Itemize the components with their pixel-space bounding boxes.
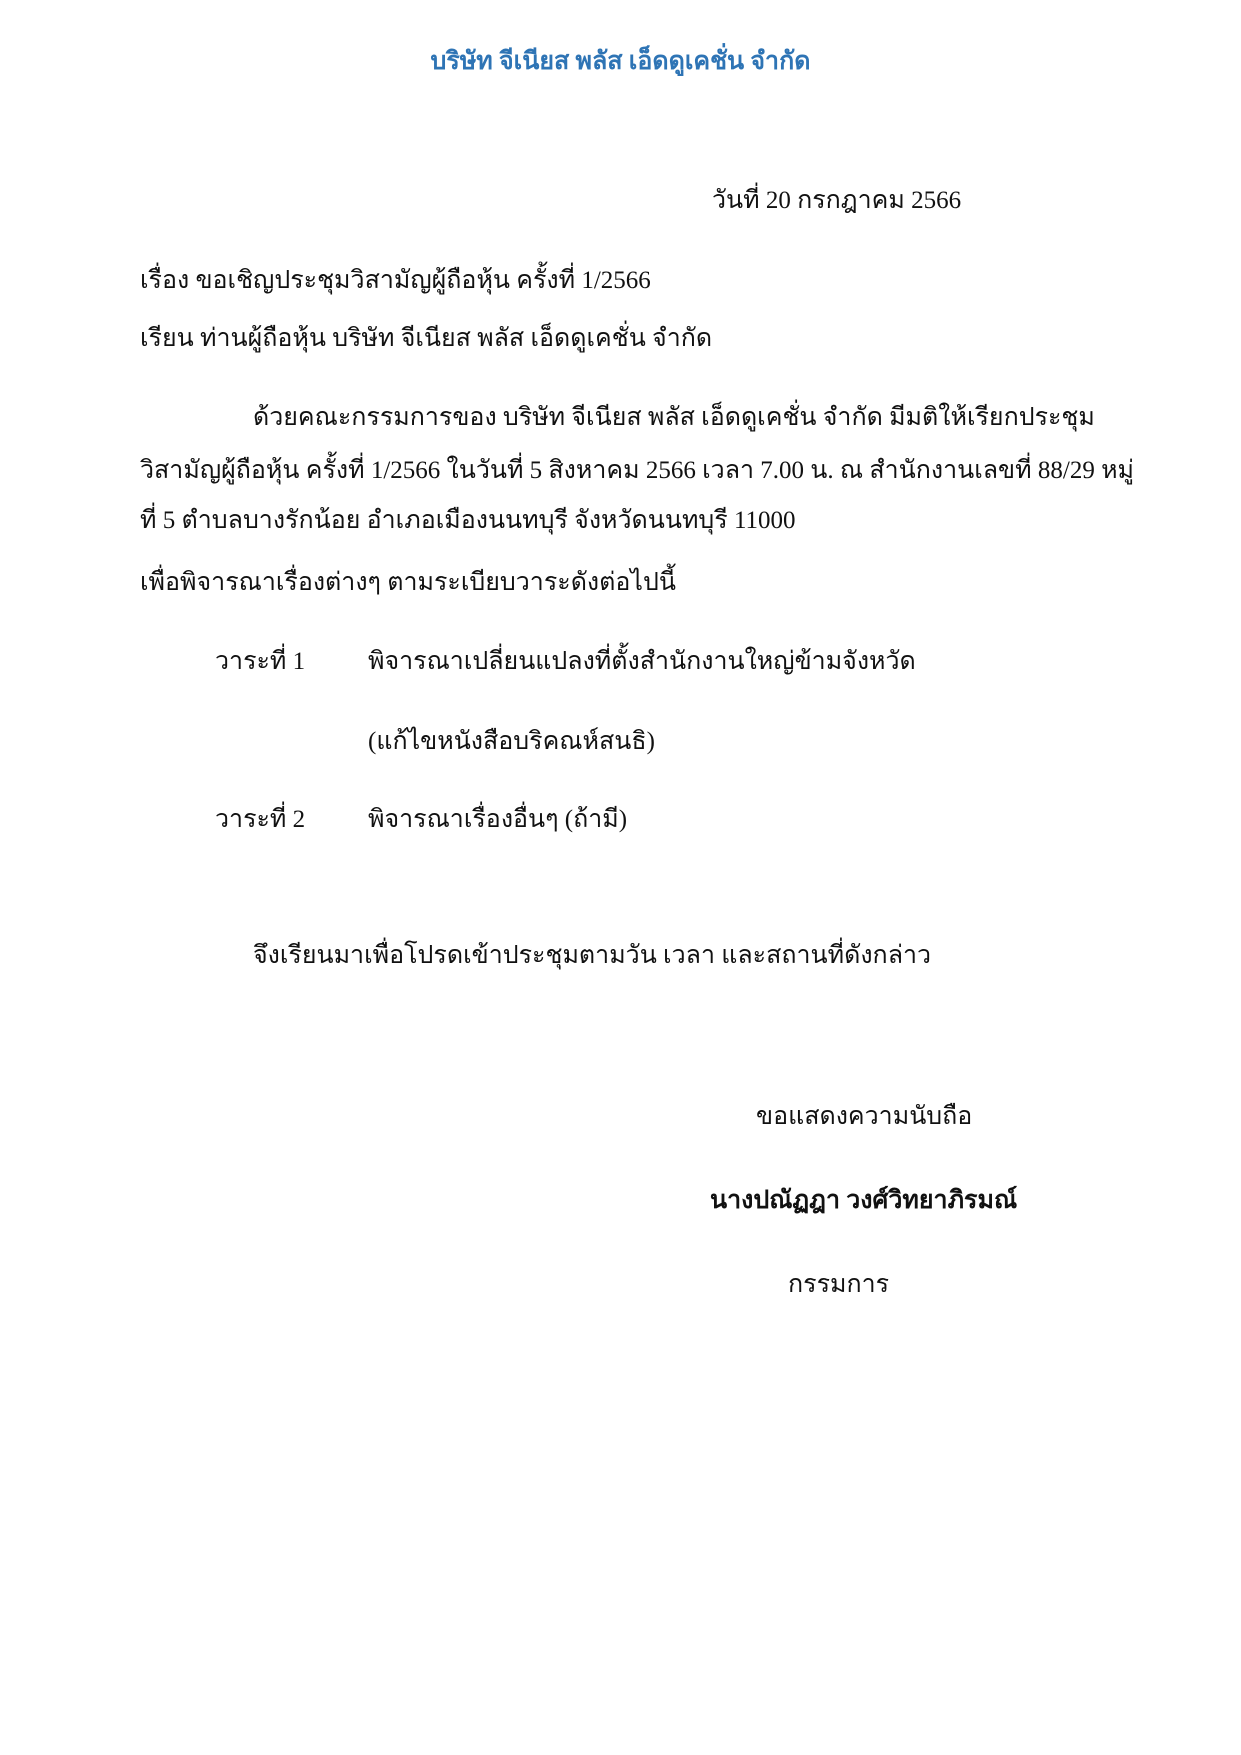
body-line-3: ที่ 5 ตำบลบางรักน้อย อำเภอเมืองนนทบุรี จังหวัดนนทบุรี 11000	[140, 507, 796, 534]
body-line-2: วิสามัญผู้ถือหุ้น ครั้งที่ 1/2566 ในวันที่ 5 สิงหาคม 2566 เวลา 7.00 น. ณ สำนักงานเลขที่ 88/29 หมู่	[140, 457, 1135, 484]
agenda-2-label: วาระที่ 2	[215, 806, 306, 833]
recipient-line: เรียน ท่านผู้ถือหุ้น บริษัท จีเนียส พลัส เอ็ดดูเคชั่น จำกัด	[140, 325, 713, 352]
date-line: วันที่ 20 กรกฎาคม 2566	[712, 187, 962, 214]
signer-position: กรรมการ	[788, 1271, 890, 1298]
agenda-1-text: พิจารณาเปลี่ยนแปลงที่ตั้งสำนักงานใหญ่ข้ามจังหวัด	[368, 648, 916, 675]
agenda-1-note: (แก้ไขหนังสือบริคณห์สนธิ)	[368, 728, 655, 755]
agenda-2-text: พิจารณาเรื่องอื่นๆ (ถ้ามี)	[368, 806, 628, 833]
closing-line: จึงเรียนมาเพื่อโปรดเข้าประชุมตามวัน เวลา และสถานที่ดังกล่าว	[253, 942, 932, 969]
signer-name: นางปณัฏฎา วงศ์วิทยาภิรมณ์	[710, 1187, 1018, 1214]
body-line-1: ด้วยคณะกรรมการของ บริษัท จีเนียส พลัส เอ็ดดูเคชั่น จำกัด มีมติให้เรียกประชุม	[253, 404, 1095, 431]
agenda-1-label: วาระที่ 1	[215, 648, 306, 675]
subject-line: เรื่อง ขอเชิญประชุมวิสามัญผู้ถือหุ้น ครั้งที่ 1/2566	[140, 267, 651, 294]
regards-line: ขอแสดงความนับถือ	[756, 1103, 973, 1130]
company-header: บริษัท จีเนียส พลัส เอ็ดดูเคชั่น จำกัด	[430, 48, 811, 75]
body-line-4: เพื่อพิจารณาเรื่องต่างๆ ตามระเบียบวาระดังต่อไปนี้	[140, 569, 676, 596]
